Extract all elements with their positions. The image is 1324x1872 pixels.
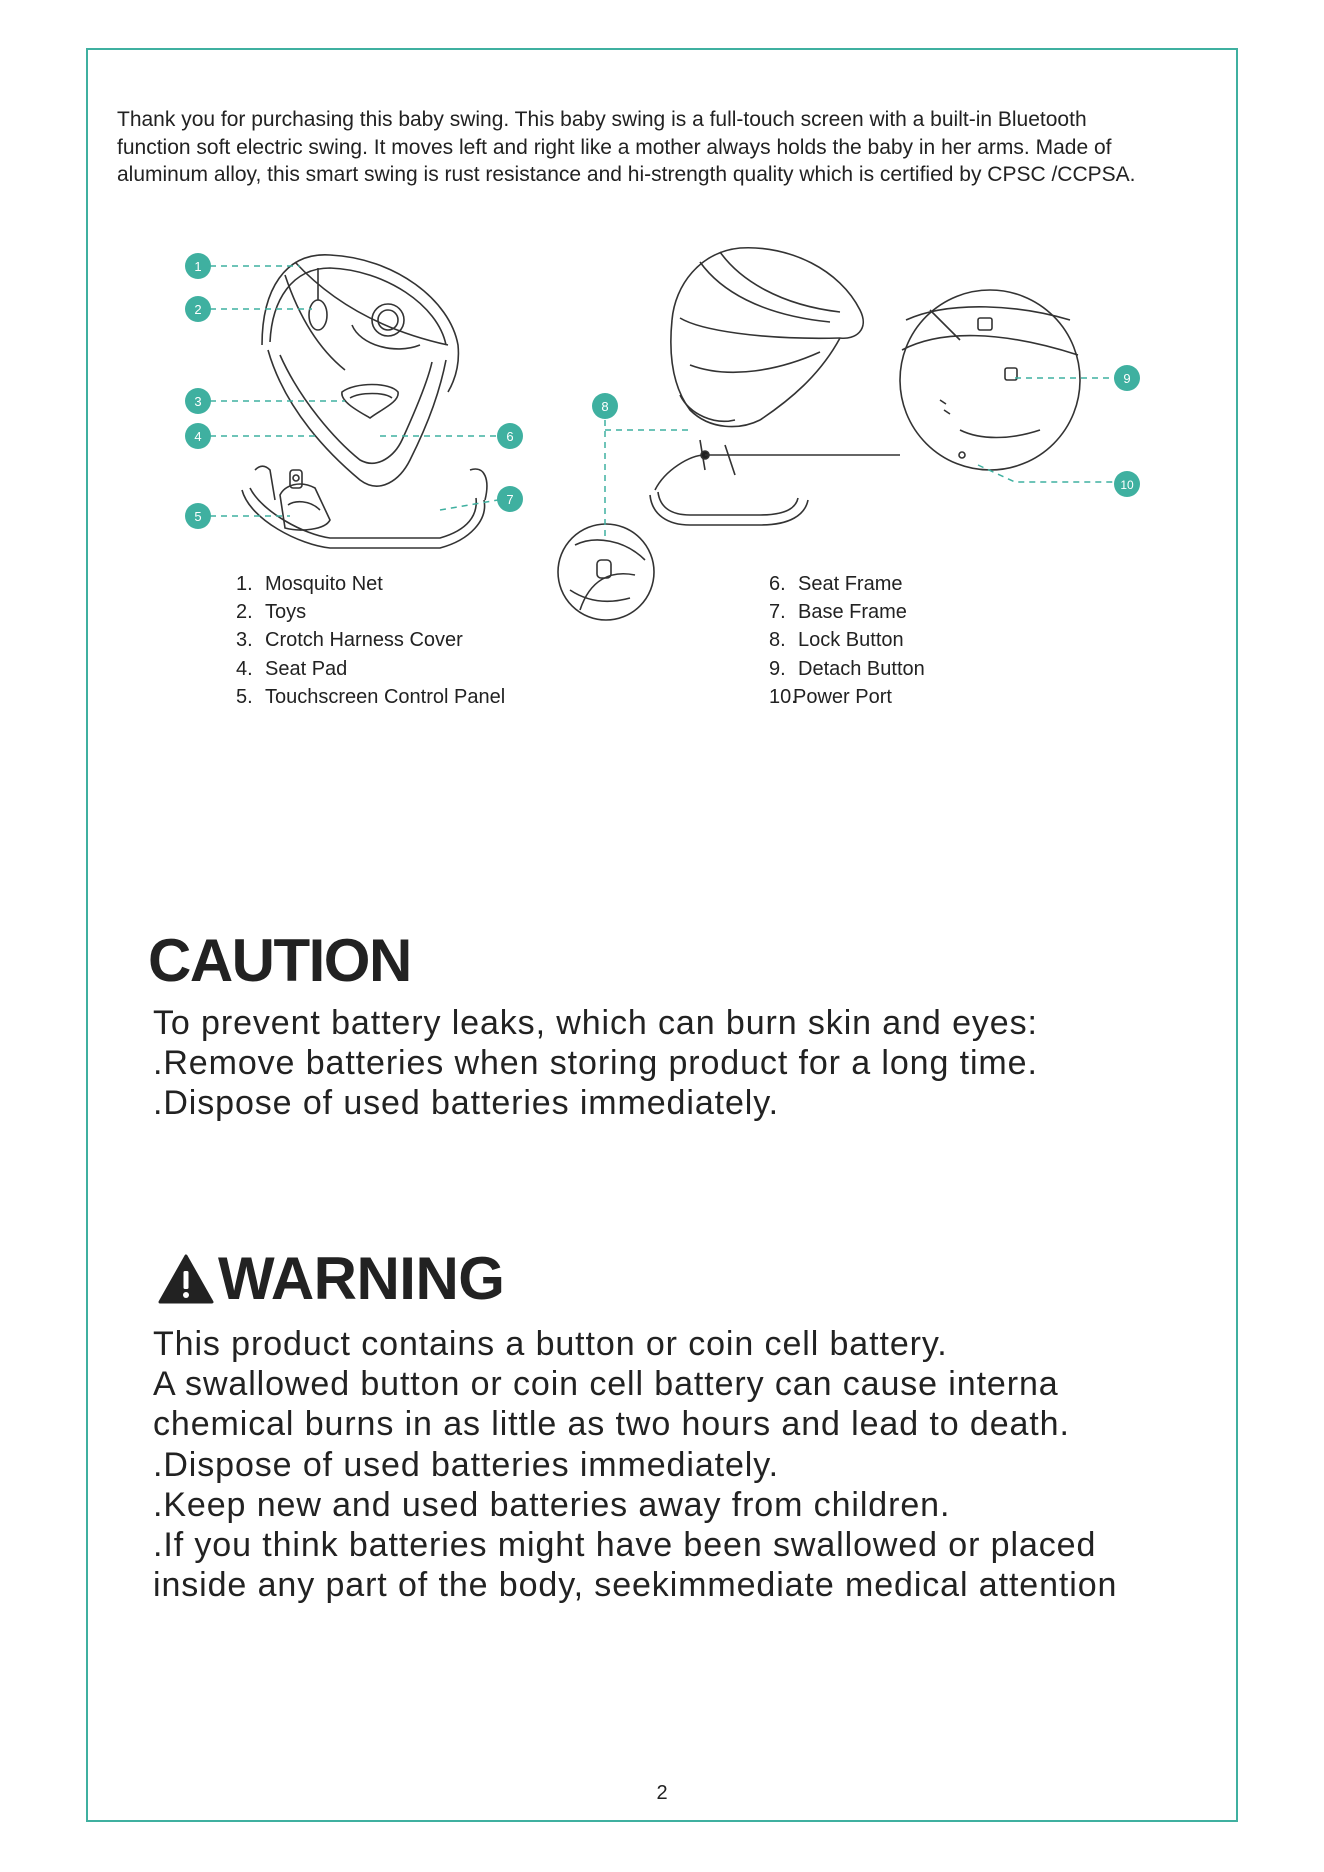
- callout-badge: [497, 423, 523, 449]
- warning-line: A swallowed button or coin cell battery can cause interna: [153, 1365, 1059, 1404]
- warning-line: chemical burns in as little as two hours and lead to death.: [153, 1405, 1070, 1444]
- warning-line: .If you think batteries might have been swallowed or placed: [153, 1526, 1097, 1565]
- intro-line: aluminum alloy, this smart swing is rust resistance and hi-strength quality which is certified by CPSC /CCPSA.: [117, 163, 1136, 186]
- part-name: Crotch Harness Cover: [265, 629, 463, 652]
- caution-line: To prevent battery leaks, which can burn skin and eyes:: [153, 1004, 1038, 1042]
- callout-badge: [185, 296, 211, 322]
- list-item: [236, 655, 505, 683]
- warning-triangle-icon: [158, 1253, 214, 1305]
- intro-line: function soft electric swing. It moves left and right like a mother always holds the baby in her arms. Made of: [117, 135, 1112, 159]
- part-number: 9.: [769, 657, 786, 680]
- callout-number: 2: [194, 302, 202, 317]
- list-item: [769, 655, 925, 683]
- warning-text: [153, 1324, 1117, 1605]
- baby-swing-diagram: [0, 0, 1324, 740]
- list-item: [236, 683, 505, 711]
- warning-line: inside any part of the body, seekimmediate medical attention: [153, 1566, 1118, 1605]
- part-number: 10.: [769, 685, 797, 708]
- list-item: [236, 570, 505, 598]
- part-number: 1.: [236, 573, 253, 595]
- callout-number: 3: [194, 394, 202, 409]
- part-number: 2.: [236, 601, 253, 624]
- part-number: 4.: [236, 657, 253, 680]
- list-item: [769, 598, 925, 626]
- callout-number: 9: [1123, 371, 1131, 386]
- caution-line: .Dispose of used batteries immediately.: [153, 1084, 779, 1123]
- part-name: Toys: [265, 601, 307, 624]
- warning-title-text: WARNING: [218, 1245, 505, 1312]
- part-name: Lock Button: [798, 629, 904, 652]
- list-item: [769, 570, 925, 598]
- list-item: [236, 626, 505, 654]
- list-item: [769, 683, 925, 711]
- callout-badge: [185, 388, 211, 414]
- callout-number: 1: [194, 259, 202, 274]
- part-number: 6.: [769, 573, 786, 595]
- intro-line: Thank you for purchasing this baby swing. This baby swing is a full-touch screen with a built-in Bluetooth: [117, 108, 1087, 131]
- part-name: Seat Pad: [265, 657, 348, 680]
- page-number: 2: [656, 1782, 668, 1804]
- callout-number: 8: [601, 399, 609, 414]
- callout-number: 7: [506, 492, 514, 507]
- caution-heading: CAUTION: [148, 927, 411, 994]
- warning-heading: [158, 1244, 504, 1313]
- callout-badges: [185, 253, 1140, 529]
- parts-list-left: [236, 570, 505, 711]
- part-name: Power Port: [793, 685, 892, 708]
- part-number: 5.: [236, 685, 253, 708]
- list-item: [769, 626, 925, 654]
- callout-badge: [1114, 365, 1140, 391]
- warning-line: .Dispose of used batteries immediately.: [153, 1445, 779, 1484]
- callout-number: 10: [1120, 478, 1134, 492]
- part-number: 7.: [769, 601, 786, 624]
- part-name: Mosquito Net: [265, 573, 383, 595]
- part-name: Seat Frame: [798, 573, 903, 595]
- swing-side-view-illustration: [558, 248, 1080, 620]
- callout-number: 5: [194, 509, 202, 524]
- callout-badge: [497, 486, 523, 512]
- part-name: Detach Button: [798, 657, 925, 680]
- callout-number: 4: [194, 429, 202, 444]
- callout-badge: [1114, 471, 1140, 497]
- callout-number: 6: [506, 429, 514, 444]
- part-name: Base Frame: [798, 601, 907, 624]
- callout-badge: [185, 503, 211, 529]
- warning-line: This product contains a button or coin cell battery.: [153, 1325, 948, 1363]
- caution-text: [153, 1003, 1038, 1124]
- callout-badge: [185, 253, 211, 279]
- part-name: Touchscreen Control Panel: [265, 685, 506, 708]
- parts-list-right: [769, 570, 925, 711]
- callout-badge: [592, 393, 618, 419]
- caution-line: .Remove batteries when storing product for a long time.: [153, 1044, 1038, 1083]
- part-number: 3.: [236, 629, 253, 652]
- list-item: [236, 598, 505, 626]
- part-number: 8.: [769, 629, 786, 652]
- callout-badge: [185, 423, 211, 449]
- warning-line: .Keep new and used batteries away from children.: [153, 1485, 951, 1524]
